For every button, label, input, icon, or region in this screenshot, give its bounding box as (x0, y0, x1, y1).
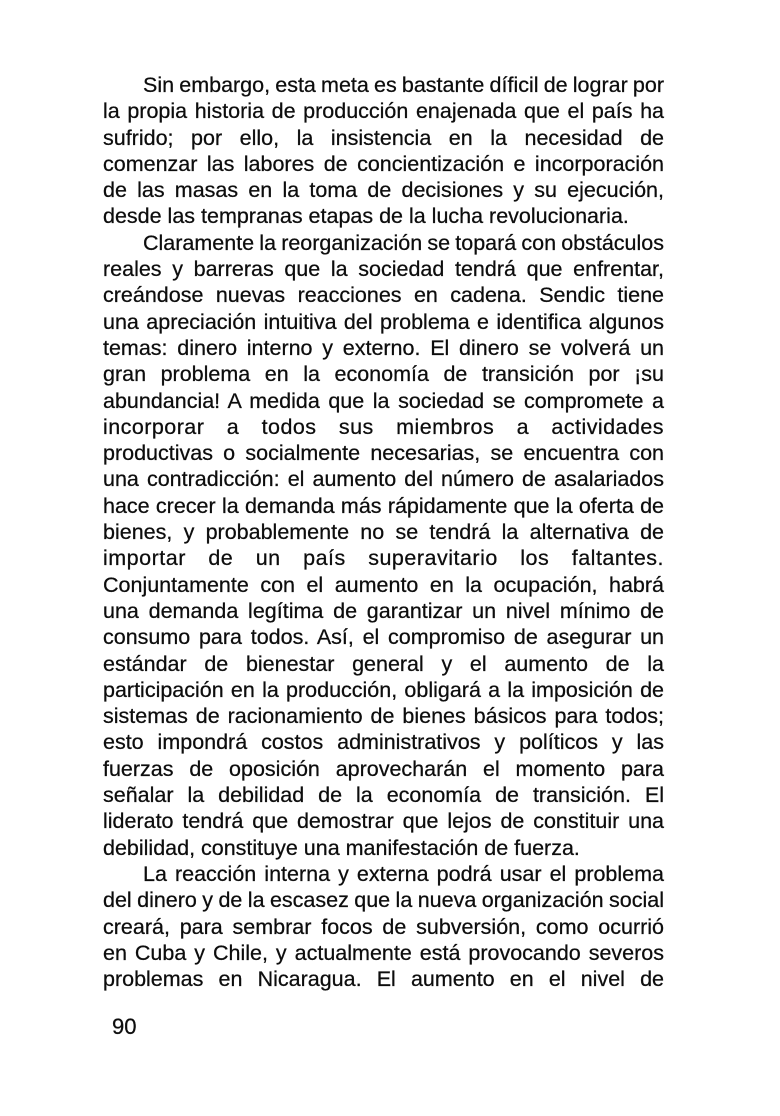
text-line-content: consumo para todos. Así, el compromiso de asegurar un (103, 625, 664, 650)
text-line-content: comenzar las labores de concientización e incorporación (103, 151, 664, 176)
text-line (103, 887, 664, 913)
paragraph (103, 861, 664, 992)
text-line (103, 151, 664, 177)
text-line-content: hace crecer la demanda más rápidamente que la oferta de (103, 493, 664, 518)
text-line-content: una demanda legítima de garantizar un nivel mínimo de (103, 598, 664, 623)
text-line (103, 914, 664, 940)
text-line-content: sistemas de racionamiento de bienes básicos para todos; (103, 704, 664, 729)
text-line (103, 440, 664, 466)
text-line-content: importar de un país superavitario los faltantes. (103, 546, 664, 571)
text-line-content: fuerzas de oposición aprovecharán el momento para (103, 756, 664, 781)
text-line (103, 493, 664, 519)
text-line (103, 256, 664, 282)
text-line-content: Conjuntamente con el aumento en la ocupación, habrá (103, 572, 664, 597)
text-line-content: temas: dinero interno y externo. El dinero se volverá un (103, 335, 664, 360)
text-line (103, 282, 664, 308)
text-line (103, 808, 664, 834)
text-line-content: productivas o socialmente necesarias, se encuentra con (103, 441, 664, 466)
text-line-content: incorporar a todos sus miembros a actividades (103, 414, 664, 439)
text-line-content: participación en la producción, obligará a la imposición de (103, 677, 664, 702)
text-line (103, 177, 664, 203)
text-line-content: estándar de bienestar general y el aumento de la (103, 651, 664, 676)
text-line (103, 940, 664, 966)
text-line (103, 966, 664, 992)
text-line-content: problemas en Nicaragua. El aumento en el nivel de (103, 967, 664, 992)
text-line (103, 230, 664, 256)
text-line-content: de las masas en la toma de decisiones y su ejecución, (103, 178, 664, 203)
text-line-content: esto impondrá costos administrativos y políticos y las (103, 730, 664, 755)
text-line (103, 624, 664, 650)
text-line (103, 388, 664, 414)
text-line (103, 782, 664, 808)
text-line-content: creará, para sembrar focos de subversión, como ocurrió (103, 914, 664, 939)
text-line-content: La reacción interna y externa podrá usar el problema (143, 861, 664, 886)
text-line (103, 361, 664, 387)
text-line-content: en Cuba y Chile, y actualmente está provocando severos (103, 940, 664, 965)
text-line-content: abundancia! A medida que la sociedad se compromete a (103, 388, 664, 413)
text-line-content: sufrido; por ello, la insistencia en la necesidad de (103, 125, 664, 150)
text-line (103, 72, 664, 98)
text-line (103, 861, 664, 887)
text-line-content: una contradicción: el aumento del número de asalariados (103, 467, 664, 492)
text-line (103, 835, 664, 861)
text-line (103, 756, 664, 782)
text-line (103, 414, 664, 440)
text-line-content: señalar la debilidad de la economía de transición. El (103, 783, 664, 808)
text-line (103, 203, 664, 229)
text-line-content: una apreciación intuitiva del problema e identifica algunos (103, 309, 664, 334)
text-line-content: debilidad, constituye una manifestación de fuerza. (103, 835, 580, 860)
text-line (103, 545, 664, 571)
text-line-content: creándose nuevas reacciones en cadena. Sendic tiene (103, 283, 664, 308)
text-line-content: desde las tempranas etapas de la lucha revolucionaria. (103, 204, 629, 229)
text-line (103, 703, 664, 729)
text-line (103, 729, 664, 755)
text-line (103, 572, 664, 598)
text-line-content: del dinero y de la escasez que la nueva organización social (103, 888, 664, 913)
text-line (103, 98, 664, 124)
text-line-content: bienes, y probablemente no se tendrá la alternativa de (103, 520, 664, 545)
text-line-content: Sin embargo, esta meta es bastante díficil de lograr por (143, 73, 664, 97)
text-line (103, 598, 664, 624)
text-line (103, 335, 664, 361)
text-line-content: la propia historia de producción enajenada que el país ha (103, 99, 664, 124)
text-line-content: reales y barreras que la sociedad tendrá que enfrentar, (103, 257, 664, 282)
text-line (103, 519, 664, 545)
text-line (103, 309, 664, 335)
text-line-content: gran problema en la economía de transición por ¡su (103, 362, 664, 387)
text-line (103, 466, 664, 492)
text-line (103, 125, 664, 151)
paragraph (103, 72, 664, 230)
page-number: 90 (112, 1014, 137, 1039)
text-block (103, 72, 664, 992)
text-line-content: liderato tendrá que demostrar que lejos de constituir una (103, 809, 664, 834)
text-line (103, 677, 664, 703)
paragraph (103, 230, 664, 861)
text-line (103, 651, 664, 677)
text-line-content: Claramente la reorganización se topará con obstáculos (143, 230, 664, 255)
